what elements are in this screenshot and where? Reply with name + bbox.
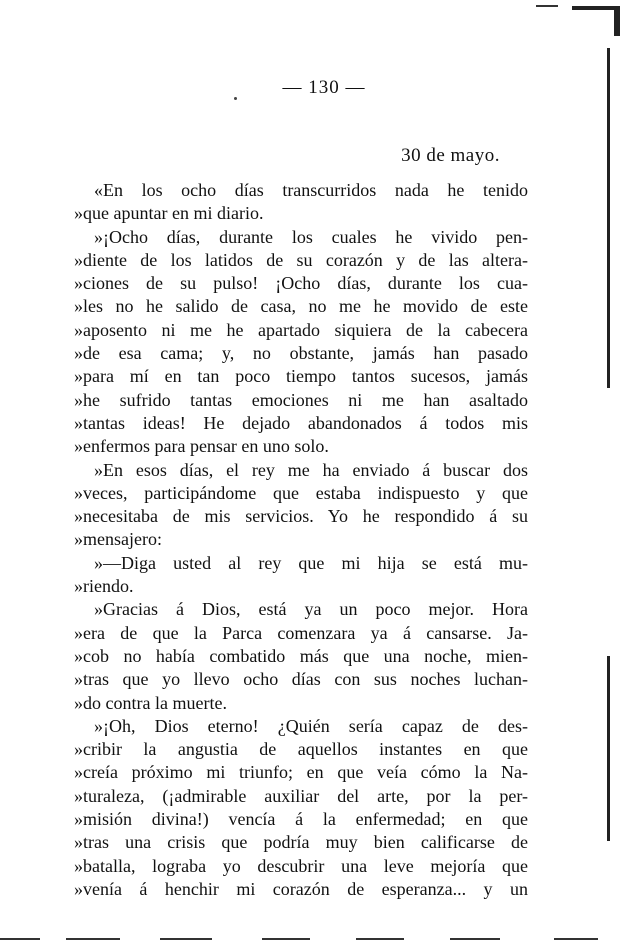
text-line: »do contra la muerte. xyxy=(74,692,227,713)
text-line: »de esa cama; y, no obstante, jamás han pasado xyxy=(74,343,528,364)
scan-rule-segment xyxy=(356,938,404,940)
text-line: »turaleza, (¡admirable auxiliar del arte, por la per- xyxy=(74,785,528,806)
text-line: »Gracias á Dios, está ya un poco mejor. Hora xyxy=(94,599,528,620)
text-line: »era de que la Parca comenzara ya á cansarse. Ja- xyxy=(74,622,528,643)
scan-rule-segment xyxy=(554,938,598,940)
scan-edge-bar-bottom xyxy=(607,656,610,841)
text-line: »creía próximo mi triunfo; en que veía cómo la Na- xyxy=(74,762,528,783)
scan-rule-segment xyxy=(0,938,40,940)
scan-rule-segment xyxy=(66,938,120,940)
scan-corner-mark xyxy=(572,6,620,24)
text-line: »les no he salido de casa, no me he movido de este xyxy=(74,296,528,317)
text-line: »cribir la angustia de aquellos instantes en que xyxy=(74,739,528,760)
text-line: «En los ocho días transcurridos nada he tenido xyxy=(94,180,528,200)
text-line: »que apuntar en mi diario. xyxy=(74,203,264,224)
text-line: »cob no había combatido más que una noche, mien- xyxy=(74,645,528,666)
text-line: »venía á henchir mi corazón de esperanza... y un xyxy=(74,878,528,899)
text-line: »he sufrido tantas emociones ni me han asaltado xyxy=(74,389,528,410)
text-line: »enfermos para pensar en uno solo. xyxy=(74,436,329,457)
diary-date-heading: 30 de mayo. xyxy=(401,145,500,166)
text-line: »En esos días, el rey me ha enviado á buscar dos xyxy=(94,459,528,480)
text-line: »para mí en tan poco tiempo tantos sucesos, jamás xyxy=(74,366,528,387)
text-line: »misión divina!) vencía á la enfermedad; en que xyxy=(74,809,528,830)
text-line: »ciones de su pulso! ¡Ocho días, durante los cua- xyxy=(74,273,528,294)
text-line: »tantas ideas! He dejado abandonados á todos mis xyxy=(74,412,528,433)
text-line: »—Diga usted al rey que mi hija se está mu- xyxy=(94,552,528,573)
text-line: »riendo. xyxy=(74,576,134,597)
scan-rule-segment xyxy=(262,938,310,940)
scan-top-dash xyxy=(536,5,558,7)
page-number: — 130 — xyxy=(282,77,366,98)
text-line: »tras que yo llevo ocho días con sus noches luchan- xyxy=(74,669,528,690)
text-line: »¡Ocho días, durante los cuales he vivido pen- xyxy=(94,226,528,247)
scan-rule-segment xyxy=(160,938,212,940)
text-line: »veces, participándome que estaba indispuesto y que xyxy=(74,482,528,503)
scan-rule-segment xyxy=(450,938,500,940)
scan-bottom-rules xyxy=(0,938,620,942)
text-line: »tras una crisis que podría muy bien calificarse de xyxy=(74,832,528,853)
text-line: »mensajero: xyxy=(74,529,162,550)
text-line: »batalla, lograba yo descubrir una leve mejoría que xyxy=(74,855,528,876)
text-line: »diente de los latidos de su corazón y de las altera- xyxy=(74,249,528,270)
text-line: »necesitaba de mis servicios. Yo he respondido á su xyxy=(74,506,528,527)
text-line: »¡Oh, Dios eterno! ¿Quién sería capaz de des- xyxy=(94,715,528,736)
scan-edge-bar-top xyxy=(607,48,610,388)
text-line: »aposento ni me he apartado siquiera de la cabecera xyxy=(74,319,528,340)
body-text xyxy=(74,179,528,901)
